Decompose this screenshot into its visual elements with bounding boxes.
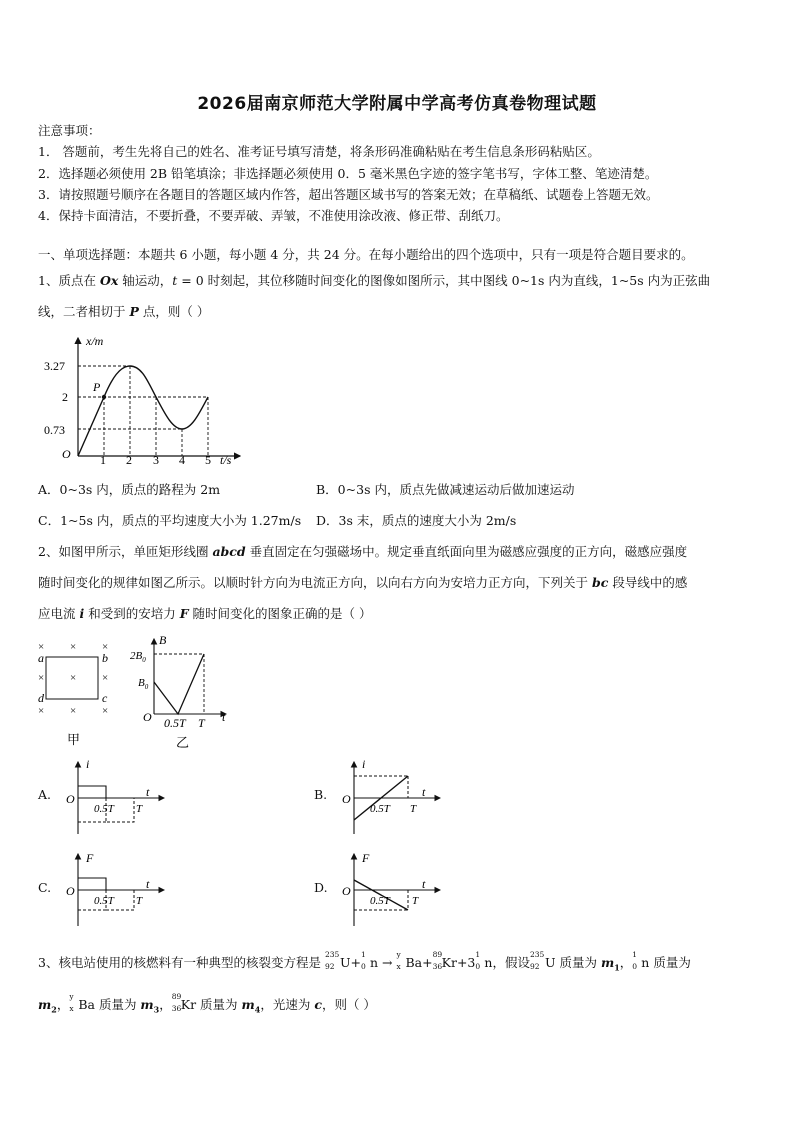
q1-displacement-graph <box>40 330 270 470</box>
svg-text:t: t <box>422 785 426 799</box>
notice-heading: 注意事项： <box>38 123 101 138</box>
choice-c-letter[interactable]: C. <box>38 880 52 895</box>
option-d[interactable]: D．3s 末，质点的速度大小为 2m/s <box>316 513 517 528</box>
figure-caption: 甲 <box>67 732 81 747</box>
tangent-point <box>102 395 106 399</box>
svg-text:t: t <box>422 877 426 891</box>
svg-text:b: b <box>102 651 108 665</box>
choice-b-graph[interactable] <box>340 758 450 838</box>
svg-text:×: × <box>38 672 45 684</box>
svg-text:B0: $B_0$ <box>138 677 149 691</box>
svg-text:×: × <box>38 641 45 653</box>
x-tick-label: 1 <box>100 453 106 467</box>
x-tick-label: 3 <box>153 453 159 467</box>
choice-b-letter[interactable]: B. <box>314 787 328 802</box>
svg-text:F: F <box>86 851 94 865</box>
choice-c-graph[interactable] <box>64 850 174 930</box>
svg-text:T: T <box>198 716 205 730</box>
svg-text:×: × <box>70 705 77 717</box>
y-tick-label: 0.73 <box>44 423 65 437</box>
choice-a-graph[interactable] <box>64 758 174 838</box>
choice-d-graph[interactable] <box>340 850 450 930</box>
svg-text:0.5T: 0.5T <box>94 803 114 815</box>
section-heading: 一、单项选择题：本题共 6 小题，每小题 4 分，共 24 分。在每小题给出的四个选项中，只有一项是符合题目要求的。 <box>38 247 694 262</box>
svg-text:×: × <box>102 672 109 684</box>
q2-stem-line2: 随时间变化的规律如图乙所示。以顺时针方向为电流正方向，以向右方向为安培力正方向，下列关于 bc 段导线中的感 <box>38 575 688 590</box>
q3-stem-line2: $m_2$， y x Ba 质量为 $m_3$， 89 36 Kr 质量为 $m_4$，光速为 c，则（ ） <box>38 992 376 1015</box>
q1-stem-line1: 1、质点在 Ox 轴运动，t = 0 时刻起，其位移随时间变化的图像如图所示，其中图线 0~1s 内为直线，1~5s 内为正弦曲 <box>38 273 711 288</box>
notice-item: 3．请按照题号顺序在各题目的答题区域内作答，超出答题区域书写的答案无效；在草稿纸、试题卷上答题无效。 <box>38 187 659 202</box>
option-a[interactable]: A．0~3s 内，质点的路程为 2m <box>38 482 221 497</box>
svg-text:O: O <box>66 884 75 898</box>
choice-a-letter[interactable]: A. <box>38 787 52 802</box>
notice-item: 2．选择题必须使用 2B 铅笔填涂；非选择题必须使用 0．5 毫米黑色字迹的签字笔书写，字体工整、笔迹清楚。 <box>38 166 658 181</box>
svg-text:0.5T: 0.5T <box>94 895 114 907</box>
linear-segment <box>78 397 104 456</box>
svg-text:×: × <box>70 672 77 684</box>
figure-jia-coil <box>34 640 124 750</box>
y-tick-label: 3.27 <box>44 359 65 373</box>
svg-text:t: t <box>146 785 150 799</box>
svg-text:O: O <box>143 710 152 724</box>
svg-text:O: O <box>342 884 351 898</box>
y-axis-label: x/m <box>86 334 104 348</box>
option-c[interactable]: C．1~5s 内，质点的平均速度大小为 1.27m/s <box>38 513 302 528</box>
svg-text:t: t <box>146 877 150 891</box>
b-line <box>154 654 204 714</box>
svg-text:i: i <box>86 758 90 771</box>
choice-d-letter[interactable]: D. <box>314 880 328 895</box>
svg-text:2B0: $2B_0$ <box>130 650 146 664</box>
svg-text:a: a <box>38 651 44 665</box>
svg-text:t: t <box>222 710 226 724</box>
svg-text:0.5T: 0.5T <box>370 803 390 815</box>
option-b[interactable]: B．0~3s 内，质点先做减速运动后做加速运动 <box>316 482 575 497</box>
svg-text:B: B <box>159 634 167 647</box>
svg-text:T: T <box>136 803 143 815</box>
svg-text:c: c <box>102 691 108 705</box>
svg-text:T: T <box>410 803 417 815</box>
svg-text:×: × <box>102 641 109 653</box>
q3-stem-line1: 3、核电站使用的核燃料有一种典型的核裂变方程是 235 92 U+ 1 0 n → y x Ba+ 89 36 Kr+3 1 0 n，假设 235 92 U 质量为 $m_1$， 1 0 n 质量为 <box>38 950 691 973</box>
page-title: 2026届南京师范大学附属中学高考仿真卷物理试题 <box>197 94 597 114</box>
notice-item: 1． 答题前，考生先将自己的姓名、准考证号填写清楚，将条形码准确粘贴在考生信息条形码粘贴区。 <box>38 144 600 159</box>
svg-text:×: × <box>102 705 109 717</box>
svg-text:T: T <box>136 895 143 907</box>
x-tick-label: 4 <box>179 453 185 467</box>
svg-text:×: × <box>70 641 77 653</box>
notice-item: 4．保持卡面清洁，不要折叠，不要弄破、弄皱，不准使用涂改液、修正带、刮纸刀。 <box>38 208 509 223</box>
y-tick-label: 2 <box>62 390 68 404</box>
svg-text:T: T <box>412 895 419 907</box>
svg-text:×: × <box>38 705 45 717</box>
q2-stem-line3: 应电流 i 和受到的安培力 F 随时间变化的图象正确的是（ ） <box>38 606 372 621</box>
origin-label: O <box>62 447 71 461</box>
q2-stem-line1: 2、如图甲所示，单匝矩形线圈 abcd 垂直固定在匀强磁场中。规定垂直纸面向里为磁感应强度的正方向，磁感应强度 <box>38 544 688 559</box>
point-label: P <box>93 380 101 394</box>
svg-text:O: O <box>342 792 351 806</box>
svg-text:0.5T: 0.5T <box>164 716 186 730</box>
svg-text:i: i <box>362 758 366 771</box>
figure-yi-b-graph <box>126 634 236 752</box>
x-axis-label: t/s <box>220 453 232 467</box>
x-tick-label: 5 <box>205 453 211 467</box>
x-tick-label: 2 <box>126 453 132 467</box>
svg-text:O: O <box>66 792 75 806</box>
figure-caption: 乙 <box>176 735 190 750</box>
q1-stem-line2: 线，二者相切于 P 点，则（ ） <box>38 304 210 319</box>
svg-text:d: d <box>38 691 44 705</box>
svg-text:F: F <box>362 851 370 865</box>
svg-text:0.5T: 0.5T <box>370 895 390 907</box>
